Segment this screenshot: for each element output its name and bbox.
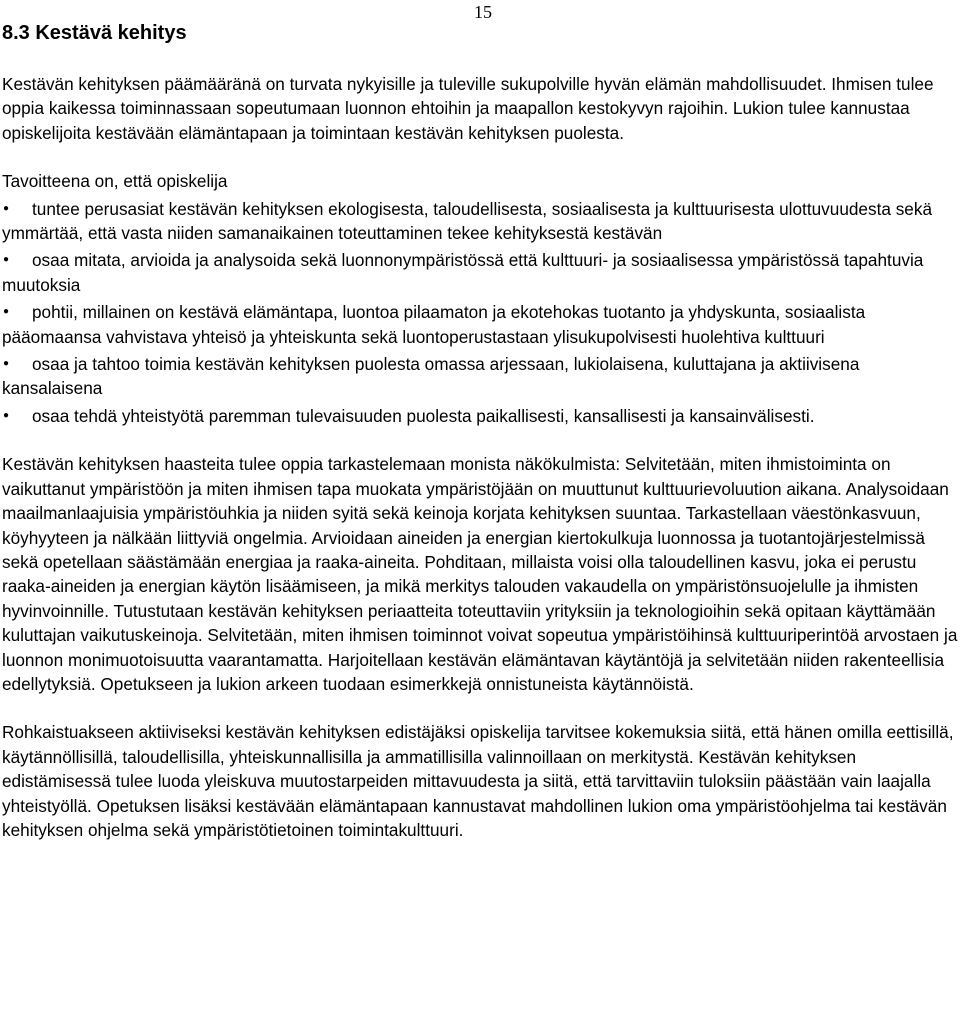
goal-item: ● tuntee perusasiat kestävän kehityksen ekologisesta, taloudellisesta, sosiaalisesta ja kulttuurisesta ulottuvuudesta sekä ymmärtää, että vasta niiden samanaikainen toteuttaminen tekee kehityksestä kestävän — [2, 197, 958, 246]
goal-item: ● osaa tehdä yhteistyötä paremman tulevaisuuden puolesta paikallisesti, kansallisesti ja kansainvälisesti. — [2, 404, 958, 428]
closing-paragraph: Rohkaistuakseen aktiiviseksi kestävän kehityksen edistäjäksi opiskelija tarvitsee kokemuksia siitä, että hänen omilla eettisillä, käytännöllisillä, taloudellisilla, yhteiskunnallisilla ja ammatillisilla valinnoillaan on merkitystä. Kestävän kehityksen edistämisessä tulee luoda yleiskuva muutostarpeiden mittavuudesta ja siitä, että tarvittaviin tuloksiin päästään vain laajalla yhteistyöllä. Opetuksen lisäksi kestävään elämäntapaan kannustavat mahdollinen lukion oma ympäristöohjelma tai kestävän kehityksen ohjelma sekä ympäristötietoinen toimintakulttuuri. — [2, 722, 954, 840]
goals-list — [2, 197, 958, 429]
goal-item: ● osaa ja tahtoo toimia kestävän kehityksen puolesta omassa arjessaan, lukiolaisena, kuluttajana ja aktiivisena kansalaisena — [2, 352, 958, 401]
challenges-paragraph: Kestävän kehityksen haasteita tulee oppia tarkastelemaan monista näkökulmista: Selvitetään, miten ihmistoiminta on vaikuttanut ympäristöön ja miten ihmisen tapa muokata ympäristöjään on muuttunut kulttuurievoluution aikana. Analysoidaan maailmanlaajuisia ympäristöuhkia ja niiden syitä sekä keinoja korjata kehityksen suuntaa. Tarkastellaan väestönkasvuun, köyhyyteen ja nälkään liittyviä ongelmia. Arvioidaan aineiden ja energian kiertokulkuja luonnossa ja tuotantojärjestelmissä sekä opetellaan säästämään energiaa ja raaka-aineita. Pohditaan, millaista voisi olla taloudellinen kasvu, joka ei perustu raaka-aineiden ja energian käytön lisäämiseen, ja mikä merkitys talouden vakaudella on ympäristönsuojelulle ja ihmisten hyvinvoinnille. Tutustutaan kestävän kehityksen periaatteita toteuttaviin yrityksiin ja teknologioihin sekä opitaan käyttämään kuluttajan vaikutuskeinoja. Selvitetään, miten ihmisen toiminnot voivat sopeutua ympäristöihinsä kulttuuriperintöä arvostaen ja luonnon monimuotoisuutta vaarantamatta. Harjoitellaan kestävän elämäntavan käytäntöjä ja selvitetään niiden rakenteellisia edellytyksiä. Opetukseen ja lukion arkeen tuodaan esimerkkejä onnistuneista käytännöistä. — [2, 454, 958, 694]
goal-item: ● pohtii, millainen on kestävä elämäntapa, luontoa pilaamaton ja ekotehokas tuotanto ja yhdyskunta, sosiaalista pääomaansa vahvistava yhteisö ja yhteiskunta sekä luontoperustastaan ylisukupolvisesti huolehtiva kulttuuri — [2, 300, 958, 349]
page-number: 15 — [474, 2, 492, 22]
section-title: 8.3 Kestävä kehitys — [2, 22, 187, 44]
goals-intro: Tavoitteena on, että opiskelija — [2, 171, 228, 192]
goal-item: ● osaa mitata, arvioida ja analysoida sekä luonnonympäristössä että kulttuuri- ja sosiaalisessa ympäristössä tapahtuvia muutoksia — [2, 248, 958, 297]
section-body — [2, 72, 958, 866]
intro-paragraph: Kestävän kehityksen päämääränä on turvata nykyisille ja tuleville sukupolville hyvän elämän mahdollisuudet. Ihmisen tulee oppia kaikessa toiminnassaan sopeutumaan luonnon ehtoihin ja maapallon kestokyvyn rajoihin. Lukion tulee kannustaa opiskelijoita kestävään elämäntapaan ja toimintaan kestävän kehityksen puolesta. — [2, 74, 934, 143]
